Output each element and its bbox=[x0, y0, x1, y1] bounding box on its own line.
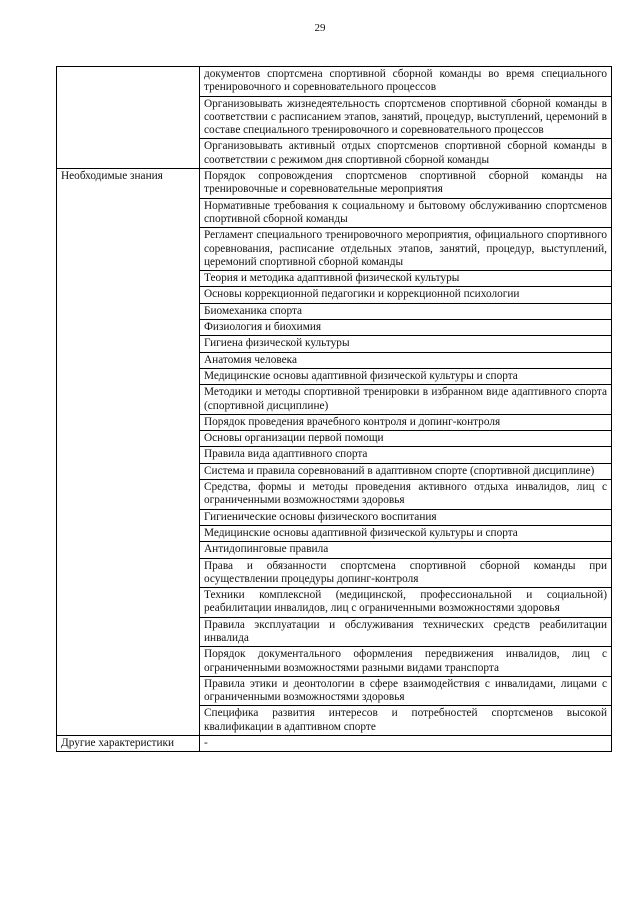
other-value: - bbox=[200, 736, 612, 752]
table-cell-item: Специфика развития интересов и потребностей спортсменов высокой квалификации в адаптивном спорте bbox=[200, 706, 612, 736]
other-row bbox=[57, 736, 612, 752]
table-cell-item: Нормативные требования к социальному и бытовому обслуживанию спортсменов спортивной сборной команды bbox=[200, 198, 612, 228]
knowledge-row bbox=[57, 169, 612, 199]
table-cell-item: Гигиенические основы физического воспитания bbox=[200, 509, 612, 525]
table-cell-item: Правила вида адаптивного спорта bbox=[200, 447, 612, 463]
table-cell-item: Правила этики и деонтологии в сфере взаимодействия с инвалидами, лицами с ограниченными возможностями здоровья bbox=[200, 676, 612, 706]
table-cell-item: документов спортсмена спортивной сборной команды во время специального тренировочного и соревновательного процессов bbox=[200, 67, 612, 97]
table-cell-item: Основы организации первой помощи bbox=[200, 431, 612, 447]
table-cell-item: Физиология и биохимия bbox=[200, 320, 612, 336]
table-cell-item: Гигиена физической культуры bbox=[200, 336, 612, 352]
table-cell-item: Биомеханика спорта bbox=[200, 303, 612, 319]
competency-table-body bbox=[57, 67, 612, 752]
table-cell-item: Антидопинговые правила bbox=[200, 542, 612, 558]
continuation-label bbox=[57, 67, 200, 169]
table-cell-item: Права и обязанности спортсмена спортивной сборной команды при осуществлении процедуры допинг-контроля bbox=[200, 558, 612, 588]
competency-table bbox=[56, 66, 612, 752]
table-cell-item: Техники комплексной (медицинской, профессиональной и социальной) реабилитации инвалидов, лиц с ограниченными возможностями здоровья bbox=[200, 588, 612, 618]
table-cell-item: Средства, формы и методы проведения активного отдыха инвалидов, лиц с ограниченными возможностями здоровья bbox=[200, 480, 612, 510]
continuation-row bbox=[57, 67, 612, 97]
table-cell-item: Порядок документального оформления передвижения инвалидов, лиц с ограниченными возможностями разными видами транспорта bbox=[200, 647, 612, 677]
table-cell-item: Медицинские основы адаптивной физической культуры и спорта bbox=[200, 525, 612, 541]
knowledge-label: Необходимые знания bbox=[57, 169, 200, 736]
table-cell-item: Организовывать жизнедеятельность спортсменов спортивной сборной команды в соответствии с расписанием этапов, занятий, процедур, выступлений, церемоний в составе специального тренировочного и соревновательного процессов bbox=[200, 96, 612, 139]
table-cell-item: Правила эксплуатации и обслуживания технических средств реабилитации инвалида bbox=[200, 617, 612, 647]
table-cell-item: Организовывать активный отдых спортсменов спортивной сборной команды в соответствии с режимом дня спортивной сборной команды bbox=[200, 139, 612, 169]
table-cell-item: Система и правила соревнований в адаптивном спорте (спортивной дисциплине) bbox=[200, 463, 612, 479]
other-label: Другие характеристики bbox=[57, 736, 200, 752]
table-cell-item: Основы коррекционной педагогики и коррекционной психологии bbox=[200, 287, 612, 303]
table-cell-item: Теория и методика адаптивной физической культуры bbox=[200, 271, 612, 287]
table-cell-item: Медицинские основы адаптивной физической культуры и спорта bbox=[200, 368, 612, 384]
table-cell-item: Регламент специального тренировочного мероприятия, официального спортивного соревнования, расписание отдельных этапов, занятий, процедур, выступлений, церемоний спортивной сборной команды bbox=[200, 228, 612, 271]
table-cell-item: Порядок проведения врачебного контроля и допинг-контроля bbox=[200, 414, 612, 430]
table-cell-item: Порядок сопровождения спортсменов спортивной сборной команды на тренировочные и соревновательные мероприятия bbox=[200, 169, 612, 199]
table-cell-item: Анатомия человека bbox=[200, 352, 612, 368]
table-cell-item: Методики и методы спортивной тренировки в избранном виде адаптивного спорта (спортивной дисциплине) bbox=[200, 385, 612, 415]
page-number: 29 bbox=[314, 22, 326, 34]
